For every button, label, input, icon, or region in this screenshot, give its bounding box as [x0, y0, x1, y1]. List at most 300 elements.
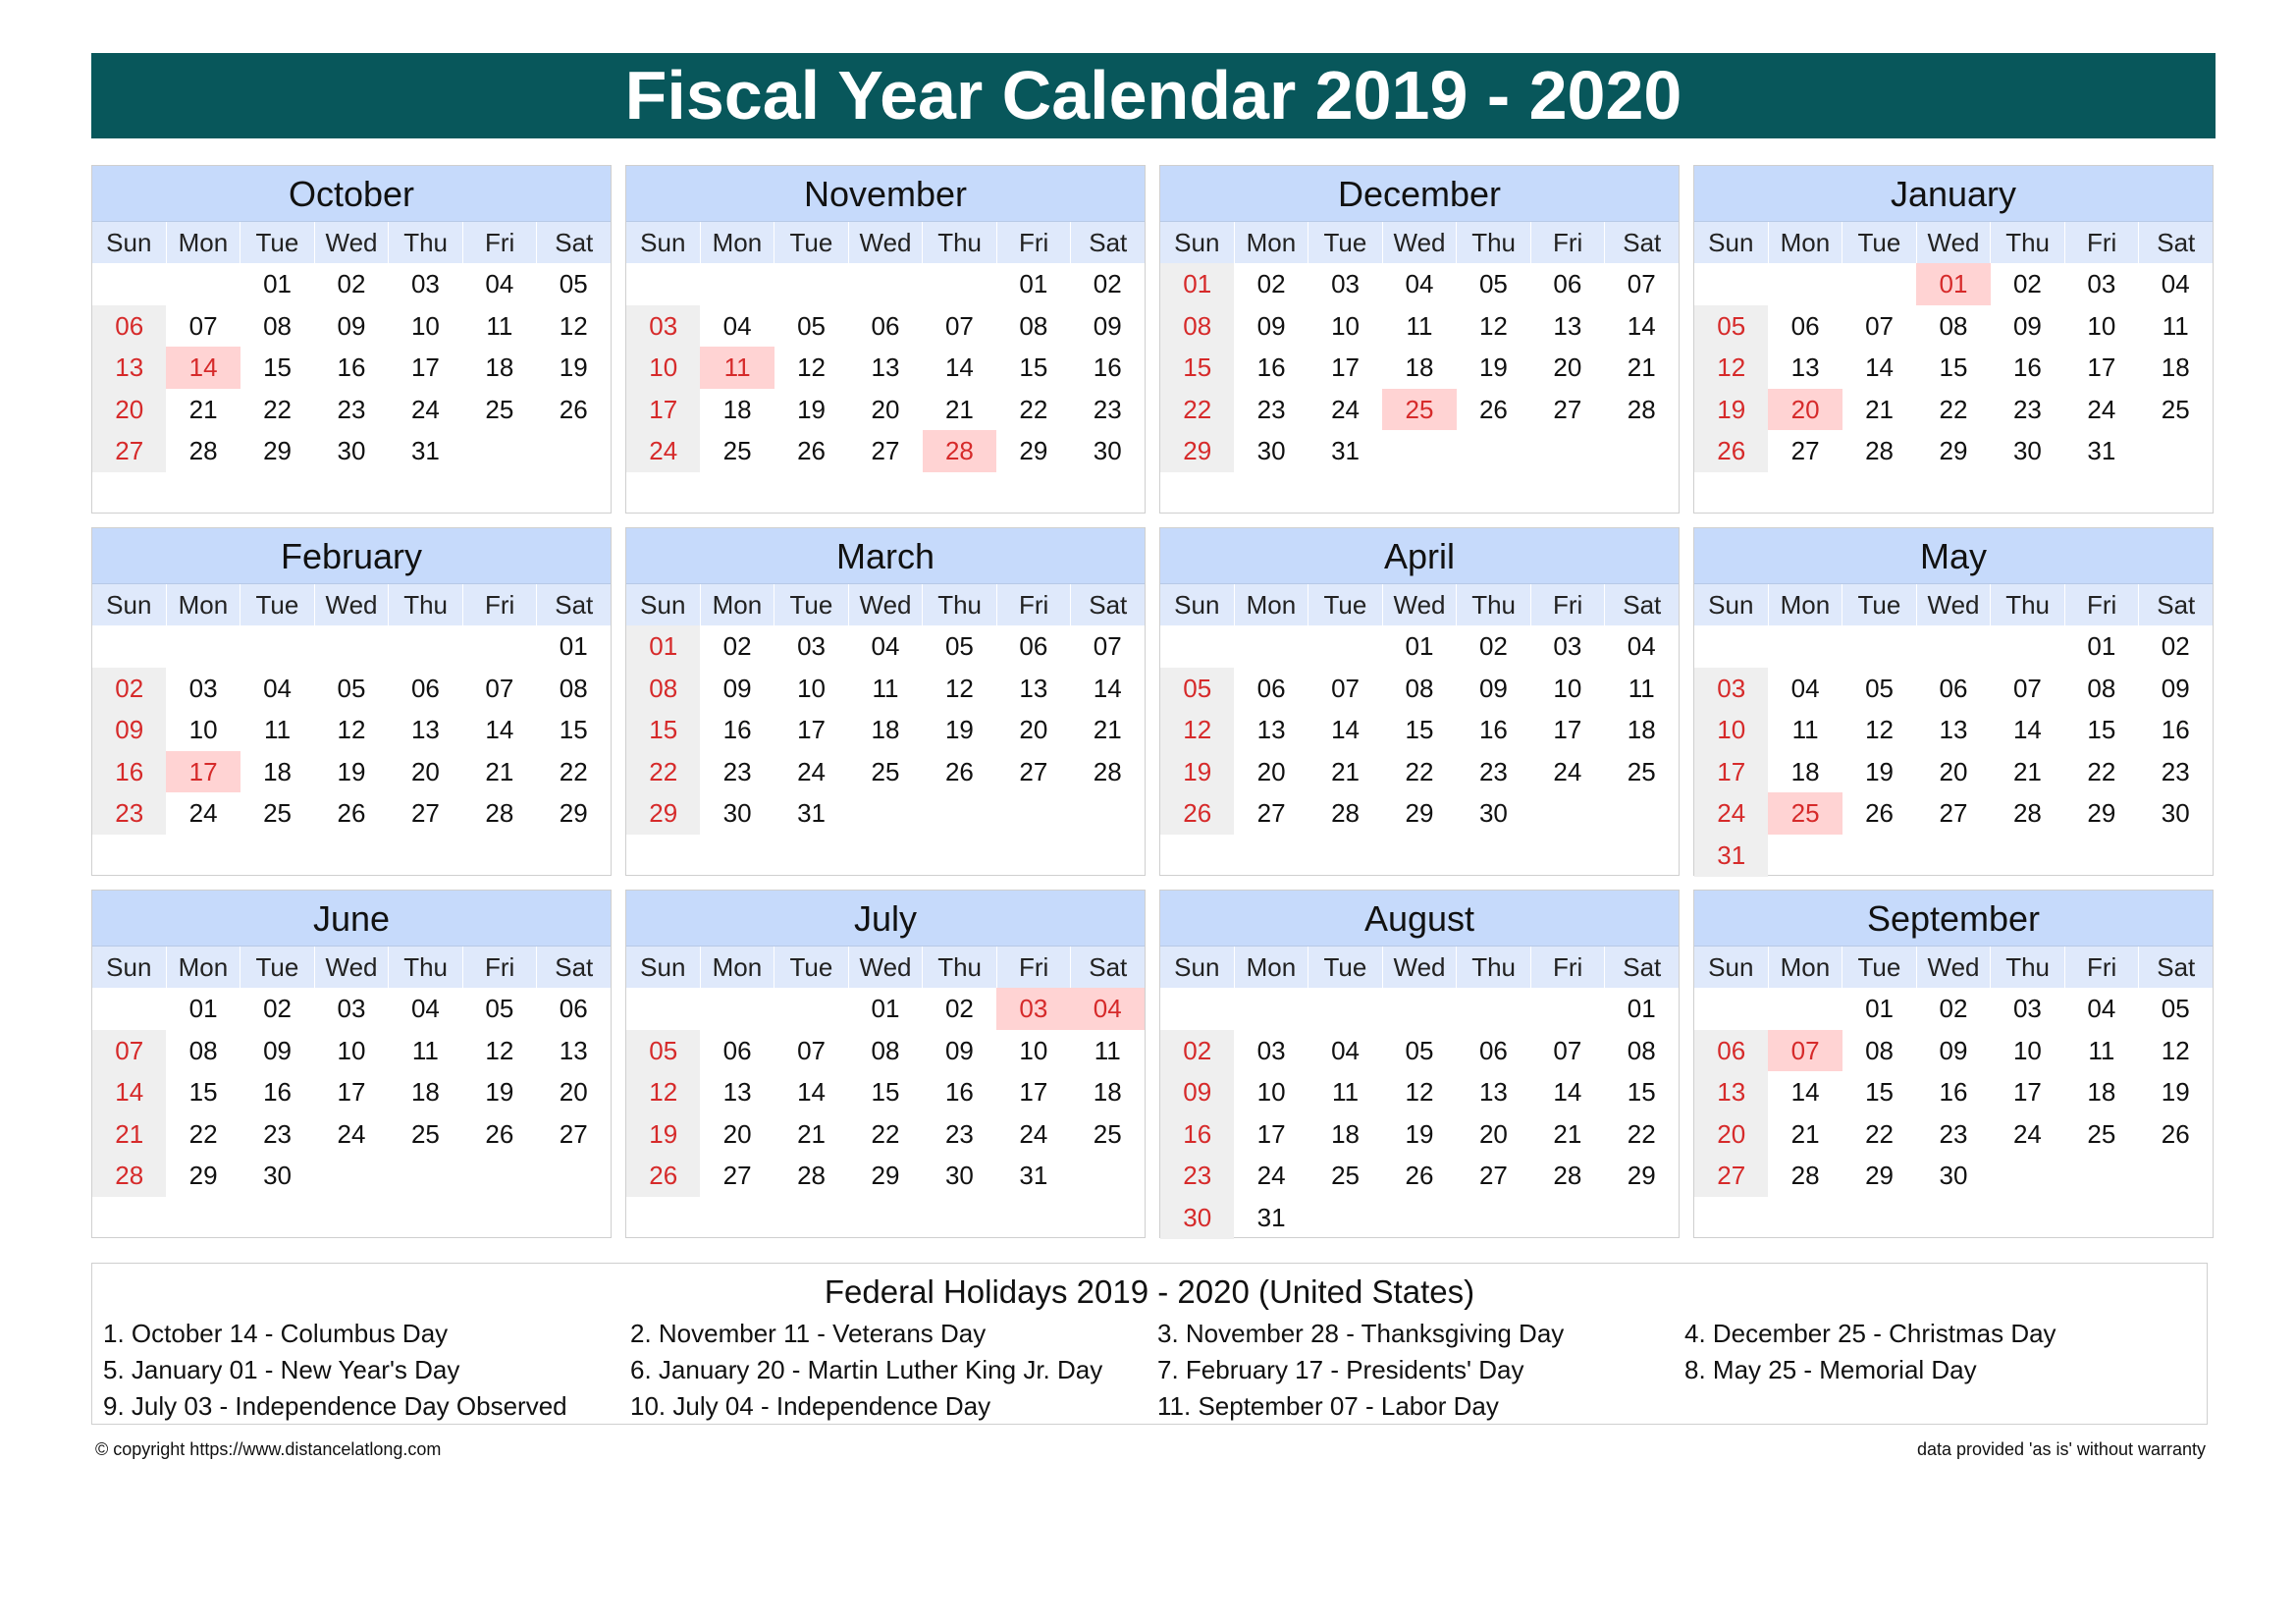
day-cell: 01: [1405, 631, 1434, 661]
empty-cell: [2064, 835, 2138, 877]
weekday-label: Tue: [240, 584, 315, 625]
day-cell: 16: [263, 1077, 293, 1108]
day-cell: 01: [2087, 631, 2116, 661]
month-december: [1159, 165, 1680, 514]
week-row: [92, 1155, 611, 1197]
day-cell: 31: [1694, 835, 1768, 877]
day-cell: 17: [1553, 715, 1582, 745]
weekday-label: Wed: [315, 947, 390, 988]
day-cell: 28: [1093, 756, 1122, 786]
day-cell: 28: [923, 430, 996, 472]
month-name: October: [92, 166, 611, 221]
weekday-label: Fri: [1531, 222, 1606, 263]
week-row: [92, 305, 611, 348]
day-cell: 18: [722, 394, 752, 424]
day-cell: 13: [559, 1035, 588, 1065]
week-row: [626, 792, 1145, 835]
day-cell: 14: [485, 715, 514, 745]
day-cell: 25: [2161, 394, 2190, 424]
day-cell: 09: [944, 1035, 974, 1065]
empty-cell: [1160, 625, 1234, 668]
day-cell: 11: [1094, 1035, 1121, 1065]
weekday-label: Mon: [701, 222, 775, 263]
day-cell: 27: [1790, 436, 1820, 466]
empty-cell: [462, 625, 536, 668]
week-row: [92, 430, 611, 472]
day-cell: 29: [1627, 1161, 1656, 1191]
empty-cell: [1530, 430, 1604, 472]
empty-cell: [1530, 988, 1604, 1030]
empty-cell: [1457, 988, 1530, 1030]
weekday-label: Sat: [555, 228, 594, 257]
day-cell: 08: [871, 1035, 900, 1065]
day-cell: 08: [626, 668, 700, 710]
weekday-label: Tue: [1842, 584, 1917, 625]
holiday-item: 7. February 17 - Presidents' Day: [1157, 1355, 1524, 1384]
weekday-label: Wed: [849, 222, 924, 263]
day-cell: 05: [485, 994, 514, 1023]
day-cell: 15: [871, 1077, 900, 1108]
day-cell: 20: [1256, 756, 1286, 786]
month-name: December: [1160, 166, 1679, 221]
week-row: [1694, 389, 2213, 431]
day-cell: 24: [337, 1118, 366, 1149]
day-cell: 14: [1553, 1077, 1582, 1108]
weekday-label: Fri: [2065, 222, 2140, 263]
day-cell: 01: [1916, 263, 1990, 305]
day-cell: 26: [559, 394, 588, 424]
day-cell: 04: [722, 310, 752, 341]
weekday-label: Thu: [1457, 947, 1531, 988]
day-cell: 18: [871, 715, 900, 745]
day-cell: 13: [1694, 1071, 1768, 1113]
empty-cell: [1768, 988, 1842, 1030]
weekday-label: Mon: [701, 947, 775, 988]
day-cell: 05: [797, 310, 827, 341]
day-cell: 10: [188, 715, 218, 745]
day-cell: 02: [1093, 269, 1122, 298]
day-cell: 29: [1019, 436, 1048, 466]
day-cell: 30: [1093, 436, 1122, 466]
day-cell: 19: [1478, 352, 1508, 383]
day-cell: 04: [1405, 269, 1434, 298]
day-cell: 07: [188, 310, 218, 341]
week-row: [626, 389, 1145, 431]
month-name: November: [626, 166, 1145, 221]
day-cell: 28: [188, 436, 218, 466]
day-cell: 17: [166, 751, 240, 793]
day-cell: 29: [626, 792, 700, 835]
empty-cell: [2139, 835, 2213, 877]
day-cell: 29: [871, 1161, 900, 1191]
day-cell: 16: [2161, 715, 2190, 745]
week-row: [1694, 668, 2213, 710]
day-cell: 18: [2161, 352, 2190, 383]
month-november: [625, 165, 1146, 514]
day-cell: 31: [1256, 1202, 1286, 1232]
day-cell: 08: [559, 673, 588, 703]
week-row: [626, 625, 1145, 668]
day-cell: 31: [1331, 436, 1361, 466]
empty-cell: [1382, 988, 1456, 1030]
day-cell: 09: [263, 1035, 293, 1065]
weekday-label: Mon: [167, 222, 241, 263]
week-row: [1694, 792, 2213, 835]
day-cell: 06: [559, 994, 588, 1023]
day-cell: 17: [1019, 1077, 1048, 1108]
empty-cell: [1308, 1197, 1382, 1239]
day-cell: 08: [263, 310, 293, 341]
empty-cell: [1605, 1197, 1679, 1239]
day-cell: 17: [1256, 1118, 1286, 1149]
day-cell: 12: [1405, 1077, 1434, 1108]
weekday-label: Mon: [701, 584, 775, 625]
month-september: [1693, 890, 2214, 1238]
day-cell: 24: [1331, 394, 1361, 424]
day-cell: 03: [1694, 668, 1768, 710]
day-cell: 12: [944, 673, 974, 703]
day-cell: 12: [797, 352, 827, 383]
day-cell: 28: [485, 798, 514, 829]
day-cell: 19: [559, 352, 588, 383]
weekday-label: Thu: [1457, 222, 1531, 263]
day-cell: 07: [1553, 1035, 1582, 1065]
day-cell: 21: [188, 394, 218, 424]
day-cell: 10: [1256, 1077, 1286, 1108]
day-cell: 25: [263, 798, 293, 829]
weekday-label: Mon: [167, 584, 241, 625]
weekday-label: Wed: [849, 947, 924, 988]
day-cell: 04: [1071, 988, 1145, 1030]
empty-cell: [626, 263, 700, 305]
day-cell: 03: [337, 994, 366, 1023]
day-cell: 05: [1160, 668, 1234, 710]
empty-cell: [462, 1155, 536, 1197]
day-cell: 06: [410, 673, 440, 703]
empty-cell: [537, 430, 611, 472]
day-cell: 26: [626, 1155, 700, 1197]
day-cell: 30: [722, 798, 752, 829]
day-cell: 02: [1256, 269, 1286, 298]
weekday-label: Wed: [1383, 222, 1458, 263]
day-cell: 12: [626, 1071, 700, 1113]
day-cell: 24: [410, 394, 440, 424]
day-cell: 16: [2012, 352, 2042, 383]
day-cell: 13: [1019, 673, 1048, 703]
day-cell: 21: [485, 756, 514, 786]
day-cell: 08: [1939, 310, 1968, 341]
weekday-header: [92, 221, 611, 263]
day-cell: 01: [1865, 994, 1895, 1023]
empty-cell: [626, 988, 700, 1030]
day-cell: 04: [263, 673, 293, 703]
weekday-label: Fri: [463, 947, 538, 988]
weekday-label: Thu: [1991, 584, 2065, 625]
day-cell: 09: [2161, 673, 2190, 703]
weekday-label: Tue: [240, 222, 315, 263]
weekday-label: Tue: [1308, 947, 1383, 988]
week-row: [1160, 1197, 1679, 1239]
day-cell: 25: [410, 1118, 440, 1149]
weekday-label: Sat: [1089, 952, 1128, 982]
day-cell: 30: [1160, 1197, 1234, 1239]
day-cell: 18: [1331, 1118, 1361, 1149]
weekday-label: Sun: [1694, 222, 1769, 263]
day-cell: 05: [1405, 1035, 1434, 1065]
day-cell: 20: [1019, 715, 1048, 745]
page-title: Fiscal Year Calendar 2019 - 2020: [91, 53, 2216, 138]
day-cell: 24: [2087, 394, 2116, 424]
month-name: July: [626, 891, 1145, 946]
weekday-label: Mon: [167, 947, 241, 988]
weekday-label: Mon: [1769, 584, 1843, 625]
day-cell: 20: [559, 1077, 588, 1108]
day-cell: 15: [626, 709, 700, 751]
empty-cell: [1530, 792, 1604, 835]
weekday-label: Fri: [463, 222, 538, 263]
week-row: [1694, 430, 2213, 472]
day-cell: 02: [2012, 269, 2042, 298]
day-cell: 23: [1478, 756, 1508, 786]
empty-cell: [1308, 625, 1382, 668]
weekday-header: [626, 946, 1145, 988]
holiday-item: 6. January 20 - Martin Luther King Jr. Day: [630, 1355, 1103, 1384]
weekday-label: Sat: [1089, 590, 1128, 620]
week-row: [1694, 1155, 2213, 1197]
empty-cell: [537, 1155, 611, 1197]
day-cell: 17: [1694, 751, 1768, 793]
day-cell: 24: [188, 798, 218, 829]
day-cell: 15: [2087, 715, 2116, 745]
day-cell: 21: [944, 394, 974, 424]
day-cell: 24: [1256, 1161, 1286, 1191]
day-cell: 05: [626, 1030, 700, 1072]
day-cell: 17: [2087, 352, 2116, 383]
weekday-label: Wed: [849, 584, 924, 625]
week-row: [626, 430, 1145, 472]
week-row: [1694, 709, 2213, 751]
day-cell: 29: [188, 1161, 218, 1191]
weekday-label: Thu: [1457, 584, 1531, 625]
empty-cell: [1842, 835, 1916, 877]
day-cell: 12: [2161, 1035, 2190, 1065]
day-cell: 04: [871, 631, 900, 661]
day-cell: 07: [1093, 631, 1122, 661]
day-cell: 17: [797, 715, 827, 745]
week-row: [1160, 1155, 1679, 1197]
day-cell: 19: [797, 394, 827, 424]
week-row: [626, 1071, 1145, 1113]
day-cell: 09: [1939, 1035, 1968, 1065]
weekday-label: Sat: [555, 952, 594, 982]
day-cell: 15: [1160, 347, 1234, 389]
day-cell: 02: [944, 994, 974, 1023]
day-cell: 16: [1478, 715, 1508, 745]
day-cell: 11: [1791, 715, 1819, 745]
day-cell: 30: [2012, 436, 2042, 466]
day-cell: 01: [188, 994, 218, 1023]
weekday-label: Wed: [315, 222, 390, 263]
weekday-label: Wed: [1917, 222, 1992, 263]
day-cell: 17: [1331, 352, 1361, 383]
day-cell: 14: [1627, 310, 1656, 341]
day-cell: 25: [871, 756, 900, 786]
day-cell: 05: [559, 269, 588, 298]
day-cell: 22: [263, 394, 293, 424]
day-cell: 09: [92, 709, 166, 751]
week-row: [1160, 1071, 1679, 1113]
weekday-header: [626, 583, 1145, 625]
day-cell: 08: [1019, 310, 1048, 341]
weekday-label: Thu: [923, 222, 997, 263]
day-cell: 11: [1332, 1077, 1360, 1108]
day-cell: 29: [2087, 798, 2116, 829]
week-row: [1160, 1030, 1679, 1072]
day-cell: 14: [1790, 1077, 1820, 1108]
day-cell: 04: [485, 269, 514, 298]
week-row: [626, 263, 1145, 305]
weekday-label: Fri: [2065, 584, 2140, 625]
weekday-label: Thu: [389, 222, 463, 263]
day-cell: 27: [722, 1161, 752, 1191]
day-cell: 18: [1627, 715, 1656, 745]
weekday-label: Thu: [389, 584, 463, 625]
empty-cell: [1842, 263, 1916, 305]
day-cell: 22: [1160, 389, 1234, 431]
day-cell: 06: [1478, 1035, 1508, 1065]
day-cell: 29: [559, 798, 588, 829]
day-cell: 08: [1627, 1035, 1656, 1065]
week-row: [1694, 1071, 2213, 1113]
day-cell: 12: [1865, 715, 1895, 745]
weekday-label: Fri: [1531, 584, 1606, 625]
day-cell: 11: [2162, 310, 2189, 341]
day-cell: 14: [1865, 352, 1895, 383]
day-cell: 12: [485, 1035, 514, 1065]
day-cell: 04: [2087, 994, 2116, 1023]
week-row: [92, 347, 611, 389]
copyright-text: © copyright https://www.distancelatlong.com: [95, 1439, 442, 1459]
empty-cell: [700, 988, 774, 1030]
day-cell: 22: [2087, 756, 2116, 786]
day-cell: 13: [1478, 1077, 1508, 1108]
day-cell: 26: [485, 1118, 514, 1149]
weekday-header: [1694, 946, 2213, 988]
day-cell: 23: [1939, 1118, 1968, 1149]
week-row: [1694, 988, 2213, 1030]
week-row: [1160, 792, 1679, 835]
weekday-header: [1694, 221, 2213, 263]
empty-cell: [92, 625, 166, 668]
day-cell: 23: [337, 394, 366, 424]
empty-cell: [92, 988, 166, 1030]
day-cell: 31: [1019, 1161, 1048, 1191]
day-cell: 24: [2012, 1118, 2042, 1149]
weekday-label: Wed: [1383, 947, 1458, 988]
week-row: [1694, 751, 2213, 793]
holiday-item: 11. September 07 - Labor Day: [1157, 1391, 1499, 1421]
day-cell: 12: [559, 310, 588, 341]
weekday-label: Mon: [1769, 947, 1843, 988]
day-cell: 10: [337, 1035, 366, 1065]
day-cell: 21: [1093, 715, 1122, 745]
day-cell: 26: [2161, 1118, 2190, 1149]
week-row: [626, 347, 1145, 389]
week-row: [92, 751, 611, 793]
day-cell: 21: [1790, 1118, 1820, 1149]
day-cell: 14: [1331, 715, 1361, 745]
day-cell: 20: [871, 394, 900, 424]
day-cell: 11: [700, 347, 774, 389]
day-cell: 15: [1939, 352, 1968, 383]
day-cell: 25: [722, 436, 752, 466]
holiday-item: 9. July 03 - Independence Day Observed: [103, 1391, 567, 1421]
day-cell: 27: [1256, 798, 1286, 829]
week-row: [92, 625, 611, 668]
month-name: March: [626, 528, 1145, 583]
day-cell: 14: [1093, 673, 1122, 703]
day-cell: 13: [871, 352, 900, 383]
weekday-label: Wed: [1917, 584, 1992, 625]
empty-cell: [240, 625, 314, 668]
day-cell: 23: [1093, 394, 1122, 424]
weekday-label: Fri: [997, 947, 1072, 988]
day-cell: 19: [944, 715, 974, 745]
day-cell: 23: [944, 1118, 974, 1149]
day-cell: 10: [1019, 1035, 1048, 1065]
day-cell: 09: [1160, 1071, 1234, 1113]
day-cell: 01: [1019, 269, 1048, 298]
week-row: [1694, 305, 2213, 348]
day-cell: 19: [1865, 756, 1895, 786]
day-cell: 06: [1790, 310, 1820, 341]
day-cell: 03: [2012, 994, 2042, 1023]
day-cell: 29: [1865, 1161, 1895, 1191]
day-cell: 02: [1939, 994, 1968, 1023]
day-cell: 11: [2088, 1035, 2115, 1065]
day-cell: 05: [944, 631, 974, 661]
day-cell: 10: [2087, 310, 2116, 341]
day-cell: 25: [485, 394, 514, 424]
day-cell: 27: [1939, 798, 1968, 829]
day-cell: 03: [797, 631, 827, 661]
day-cell: 16: [337, 352, 366, 383]
holidays-title: Federal Holidays 2019 - 2020 (United States): [824, 1273, 1475, 1310]
day-cell: 06: [1019, 631, 1048, 661]
day-cell: 16: [1093, 352, 1122, 383]
day-cell: 27: [559, 1118, 588, 1149]
day-cell: 12: [1478, 310, 1508, 341]
week-row: [1160, 389, 1679, 431]
day-cell: 20: [1768, 389, 1842, 431]
day-cell: 08: [2087, 673, 2116, 703]
day-cell: 10: [2012, 1035, 2042, 1065]
weekday-label: Tue: [1842, 222, 1917, 263]
week-row: [626, 751, 1145, 793]
day-cell: 23: [2161, 756, 2190, 786]
day-cell: 04: [1331, 1035, 1361, 1065]
month-october: [91, 165, 612, 514]
week-row: [1160, 1113, 1679, 1156]
day-cell: 07: [1768, 1030, 1842, 1072]
day-cell: 28: [92, 1155, 166, 1197]
empty-cell: [462, 430, 536, 472]
week-row: [1694, 835, 2213, 877]
day-cell: 11: [486, 310, 513, 341]
holiday-item: 4. December 25 - Christmas Day: [1684, 1319, 2056, 1348]
weekday-label: Sun: [92, 584, 167, 625]
weekday-label: Tue: [1308, 222, 1383, 263]
